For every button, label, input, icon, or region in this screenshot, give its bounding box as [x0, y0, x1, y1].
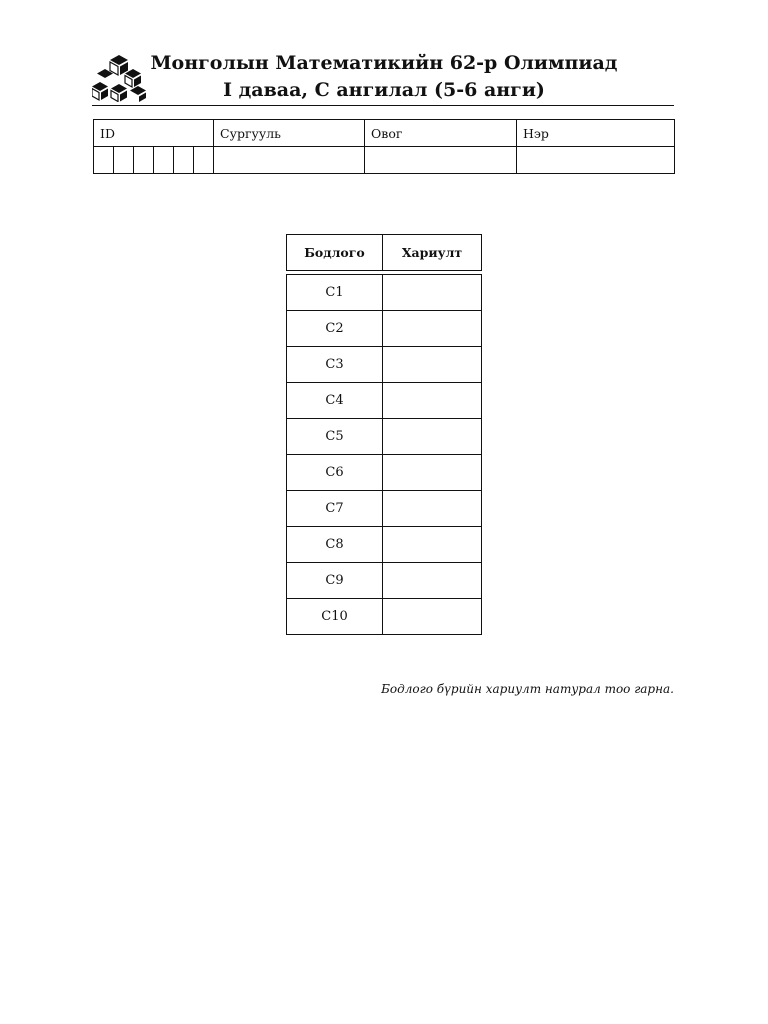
name-field[interactable] [517, 147, 675, 174]
student-info-table [93, 119, 675, 174]
answer-table [286, 234, 482, 635]
answer-row [286, 527, 482, 563]
answer-column-header: Хариулт [383, 234, 482, 271]
answer-cell[interactable] [383, 491, 482, 527]
page-subtitle: I даваа, C ангилал (5-6 анги) [223, 79, 545, 101]
answer-row [286, 347, 482, 383]
answer-cell[interactable] [383, 527, 482, 563]
problem-label: C2 [286, 311, 383, 347]
id-digit-box[interactable] [194, 147, 214, 174]
id-digit-box[interactable] [94, 147, 114, 174]
page-title: Монголын Математикийн 62-р Олимпиад [150, 52, 618, 74]
answer-cell[interactable] [383, 347, 482, 383]
answer-row [286, 455, 482, 491]
problem-label: C9 [286, 563, 383, 599]
answer-row [286, 563, 482, 599]
answer-cell[interactable] [383, 563, 482, 599]
id-digit-box[interactable] [174, 147, 194, 174]
problem-label: C5 [286, 419, 383, 455]
id-digit-box[interactable] [114, 147, 134, 174]
school-header: Сургууль [214, 120, 365, 147]
problem-label: C10 [286, 599, 383, 635]
surname-header: Овог [365, 120, 517, 147]
problem-label: C3 [286, 347, 383, 383]
olympiad-cubes-logo-icon [92, 54, 146, 102]
header-divider [92, 105, 674, 106]
id-digit-box[interactable] [134, 147, 154, 174]
answer-cell[interactable] [383, 599, 482, 635]
problem-label: C8 [286, 527, 383, 563]
answer-cell[interactable] [383, 274, 482, 311]
footnote: Бодлого бүрийн хариулт натурал тоо гарна. [381, 682, 674, 696]
answer-row [286, 491, 482, 527]
surname-field[interactable] [365, 147, 517, 174]
answer-cell[interactable] [383, 455, 482, 491]
answer-row [286, 383, 482, 419]
problem-column-header: Бодлого [286, 234, 383, 271]
answer-cell[interactable] [383, 383, 482, 419]
problem-label: C1 [286, 274, 383, 311]
answer-row [286, 599, 482, 635]
name-header: Нэр [517, 120, 675, 147]
answer-row [286, 419, 482, 455]
problem-label: C7 [286, 491, 383, 527]
answer-row [286, 311, 482, 347]
answer-cell[interactable] [383, 311, 482, 347]
id-header: ID [94, 120, 214, 147]
problem-label: C4 [286, 383, 383, 419]
id-digit-box[interactable] [154, 147, 174, 174]
answer-row [286, 274, 482, 311]
answer-cell[interactable] [383, 419, 482, 455]
school-field[interactable] [214, 147, 365, 174]
problem-label: C6 [286, 455, 383, 491]
